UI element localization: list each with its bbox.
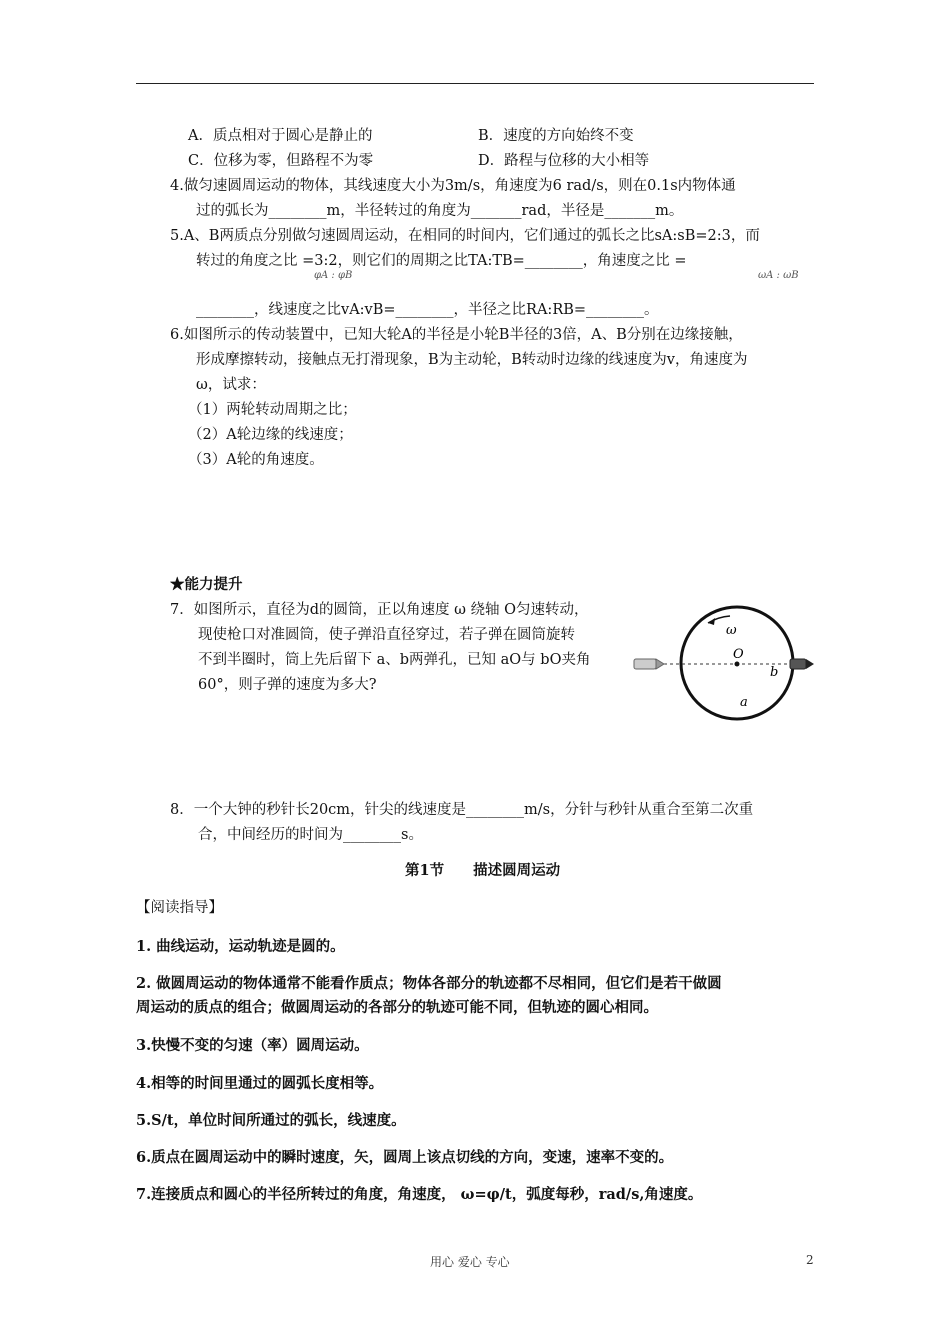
guide-item-4: 4.相等的时间里通过的圆弧长度相等。 [136,1075,384,1092]
q3-option-d: D．路程与位移的大小相等 [478,153,650,169]
q8-line2: 合，中间经历的时间为________s。 [198,827,423,843]
section-title: 第1节 描述圆周运动 [405,862,561,879]
header-rule [136,83,814,84]
ability-heading: ★能力提升 [170,576,243,593]
q4-line2: 过的弧长为________m，半径转过的角度为_______rad，半径是_______m。 [196,203,684,219]
label-b: b [770,665,779,680]
label-omega: ω [726,623,737,638]
q5-line3: ________，线速度之比vA:vB=________，半径之比RA:RB=________。 [196,302,659,318]
q5-line1: 5.A、B两质点分别做匀速圆周运动，在相同的时间内，它们通过的弧长之比sA:sB=2:3，而 [170,228,760,244]
q4-line1: 4.做匀速圆周运动的物体，其线速度大小为3m/s，角速度为6 rad/s，则在0.1s内物体通 [170,178,736,194]
q6-sub2: （2）A轮边缘的线速度； [188,427,353,443]
q7-line4: 60°，则子弹的速度为多大? [198,677,377,693]
q6-line3: ω，试求： [196,377,266,393]
guide-item-1: 1. 曲线运动，运动轨迹是圆的。 [136,938,345,955]
q7-line3: 不到半圈时，筒上先后留下 a、b两弹孔，已知 aO与 bO夹角 [198,652,591,668]
guide-item-7: 7.连接质点和圆心的半径所转过的角度，角速度， ω=φ/t，弧度每秒，rad/s,角速度。 [136,1186,703,1203]
q7-line2: 现使枪口对准圆筒，使子弹沿直径穿过，若子弹在圆筒旋转 [198,627,575,643]
page-number: 2 [806,1253,814,1267]
guide-item-6: 6.质点在圆周运动中的瞬时速度，矢，圆周上该点切线的方向，变速，速率不变的。 [136,1149,674,1166]
label-center-o: O [733,647,744,662]
bullet-right-icon [790,659,814,669]
q5-omega-ratio: ωA : ωB [758,270,799,281]
label-a: a [740,695,748,710]
guide-item-2-line1: 2. 做圆周运动的物体通常不能看作质点；物体各部分的轨迹都不尽相同，但它们是若干做圆 [136,975,722,992]
q6-line1: 6.如图所示的传动装置中，已知大轮A的半径是小轮B半径的3倍，A、B分别在边缘接触， [170,327,743,343]
guide-item-3: 3.快慢不变的匀速（率）圆周运动。 [136,1037,369,1054]
footer-slogan: 用心 爱心 专心 [430,1255,510,1269]
guide-item-5: 5.S/t，单位时间所通过的弧长，线速度。 [136,1112,406,1129]
reading-guide-heading: 【阅读指导】 [136,900,223,916]
guide-item-2-line2: 周运动的质点的组合；做圆周运动的各部分的轨迹可能不同，但轨迹的圆心相同。 [136,999,658,1016]
q3-option-b: B．速度的方向始终不变 [478,128,634,144]
q3-option-a: A．质点相对于圆心是静止的 [188,128,373,144]
bullet-left-icon [634,659,664,669]
q7-line1: 7．如图所示，直径为d的圆筒，正以角速度 ω 绕轴 O匀速转动， [170,602,589,618]
q5-phi-ratio: φA : φB [314,270,353,281]
q3-option-c: C．位移为零，但路程不为零 [188,153,374,169]
q8-line1: 8．一个大钟的秒针长20cm，针尖的线速度是________m/s，分针与秒针从重合至第二次重 [170,802,754,818]
q6-sub1: （1）两轮转动周期之比； [188,402,357,418]
q5-line2: 转过的角度之比 =3:2，则它们的周期之比TA:TB=________，角速度之比 = [196,253,687,269]
q7-cylinder-figure [630,598,820,728]
q6-sub3: （3）A轮的角速度。 [188,452,324,468]
q6-line2: 形成摩擦转动，接触点无打滑现象，B为主动轮，B转动时边缘的线速度为v，角速度为 [196,352,748,368]
center-point [735,662,740,667]
